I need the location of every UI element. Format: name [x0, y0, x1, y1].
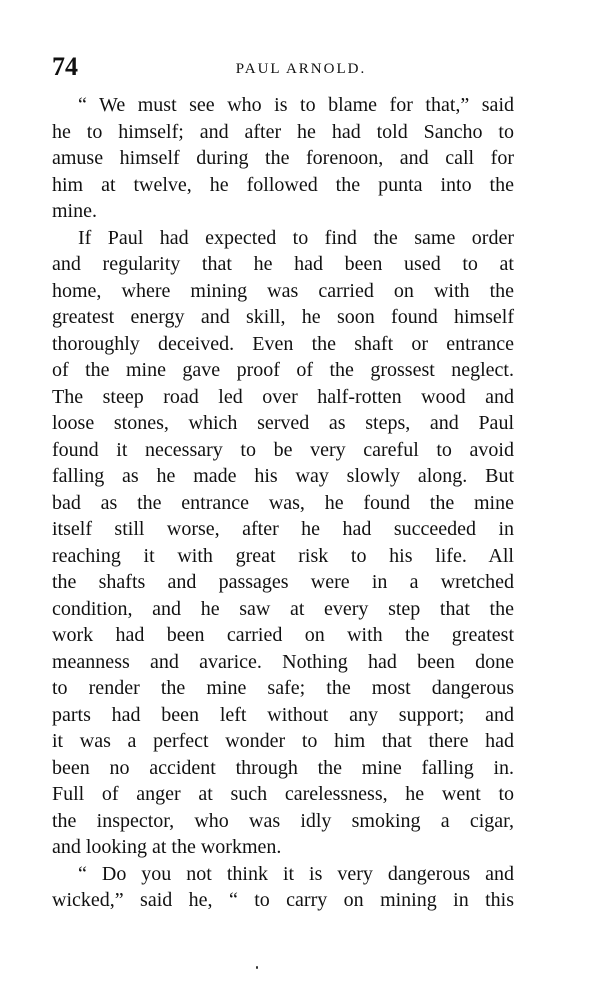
text-line: mine.	[52, 200, 97, 222]
body-text	[52, 92, 514, 914]
text-line: work had been carried on with the greatest	[52, 624, 514, 646]
text-line: he to himself; and after he had told Sancho to	[52, 120, 514, 143]
text-line: wicked,” said he, “ to carry on mining in this	[52, 889, 514, 911]
text-line: of the mine gave proof of the grossest neglect.	[52, 359, 514, 381]
text-line: The steep road led over half-rotten wood and	[52, 385, 514, 408]
text-line: “ We must see who is to blame for that,” said	[78, 94, 514, 116]
text-line: meanness and avarice. Nothing had been done	[52, 650, 514, 673]
text-line: and regularity that he had been used to at	[52, 253, 514, 275]
text-line: amuse himself during the forenoon, and call for	[52, 147, 514, 169]
text-line: found it necessary to be very careful to avoid	[52, 438, 514, 461]
text-line: been no accident through the mine falling in.	[52, 756, 514, 779]
running-head: PAUL ARNOLD.	[235, 61, 367, 77]
text-line: him at twelve, he followed the punta into the	[52, 173, 514, 196]
text-line: reaching it with great risk to his life. All	[52, 544, 514, 567]
text-line: the shafts and passages were in a wretched	[52, 571, 514, 593]
ink-speck	[256, 966, 258, 969]
text-line: greatest energy and skill, he soon found himself	[52, 306, 514, 328]
text-line: condition, and he saw at every step that the	[52, 597, 514, 620]
text-line: falling as he made his way slowly along. But	[52, 465, 514, 487]
page-number: 74	[52, 52, 78, 81]
text-line: “ Do you not think it is very dangerous and	[78, 862, 514, 885]
text-line: itself still worse, after he had succeeded in	[52, 518, 514, 540]
text-line: parts had been left without any support; and	[52, 703, 514, 726]
text-line: and looking at the workmen.	[52, 836, 282, 858]
text-line: home, where mining was carried on with the	[52, 279, 514, 302]
text-line: bad as the entrance was, he found the mine	[52, 491, 514, 514]
text-line: it was a perfect wonder to him that there had	[52, 730, 514, 752]
text-line: Full of anger at such carelessness, he went to	[52, 783, 514, 805]
text-line: loose stones, which served as steps, and Paul	[52, 412, 514, 434]
text-line: the inspector, who was idly smoking a cigar,	[52, 809, 514, 832]
text-line: to render the mine safe; the most dangerous	[52, 677, 514, 699]
text-line: If Paul had expected to find the same order	[78, 226, 514, 249]
text-line: thoroughly deceived. Even the shaft or entrance	[52, 332, 514, 355]
